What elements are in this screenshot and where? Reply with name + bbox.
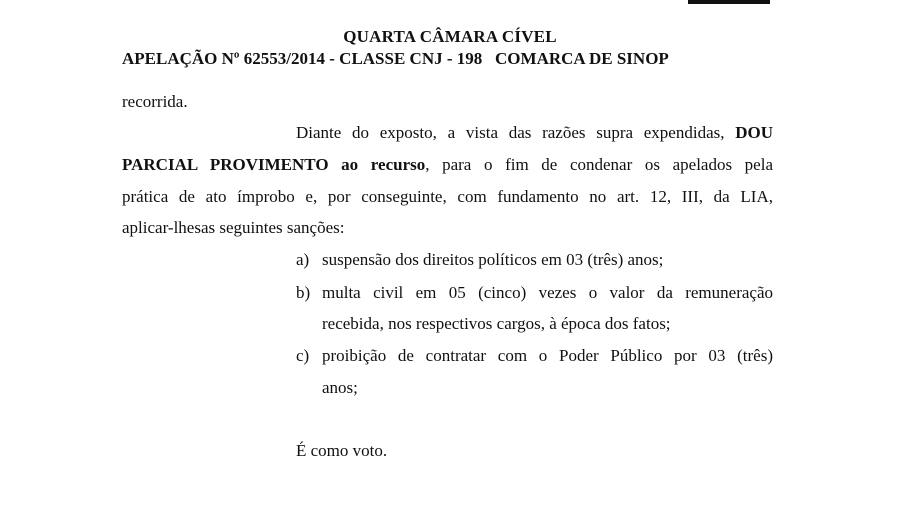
chamber-title: QUARTA CÂMARA CÍVEL bbox=[343, 27, 557, 46]
header-bar-decoration bbox=[688, 0, 770, 4]
list-item-c-line-2: anos; bbox=[322, 378, 358, 397]
list-item-b-line-2: recebida, nos respectivos cargos, à época dos fatos; bbox=[322, 314, 671, 333]
paragraph-line-1-text: Diante do exposto, a vista das razões supra expendidas, bbox=[296, 123, 736, 142]
paragraph-line-1-bold: DOU bbox=[735, 123, 773, 142]
paragraph-line-2-text: , para o fim de condenar os apelados pela bbox=[425, 155, 774, 174]
list-marker-b: b) bbox=[296, 283, 311, 302]
paragraph-line-2-bold: PARCIAL PROVIMENTO ao recurso bbox=[122, 155, 426, 174]
closing-statement: É como voto. bbox=[296, 441, 388, 460]
text-line-continuation: recorrida. bbox=[122, 92, 188, 111]
paragraph-line-4: aplicar-lhesas seguintes sanções: bbox=[122, 218, 345, 237]
list-item-a-line-1: suspensão dos direitos políticos em 03 (três) anos; bbox=[322, 250, 664, 269]
paragraph-line-3: prática de ato ímprobo e, por conseguinte, com fundamento no art. 12, III, da LIA, bbox=[122, 187, 773, 206]
list-marker-c: c) bbox=[296, 346, 310, 365]
case-identifier: APELAÇÃO Nº 62553/2014 - CLASSE CNJ - 198 COMARCA DE SINOP bbox=[122, 49, 669, 68]
paragraph-line-2 bbox=[122, 155, 773, 175]
paragraph-line-1 bbox=[296, 123, 773, 143]
list-item-b-line-1: multa civil em 05 (cinco) vezes o valor da remuneração bbox=[322, 283, 773, 302]
list-marker-a: a) bbox=[296, 250, 310, 269]
list-item-c-line-1: proibição de contratar com o Poder Público por 03 (três) bbox=[322, 346, 773, 365]
